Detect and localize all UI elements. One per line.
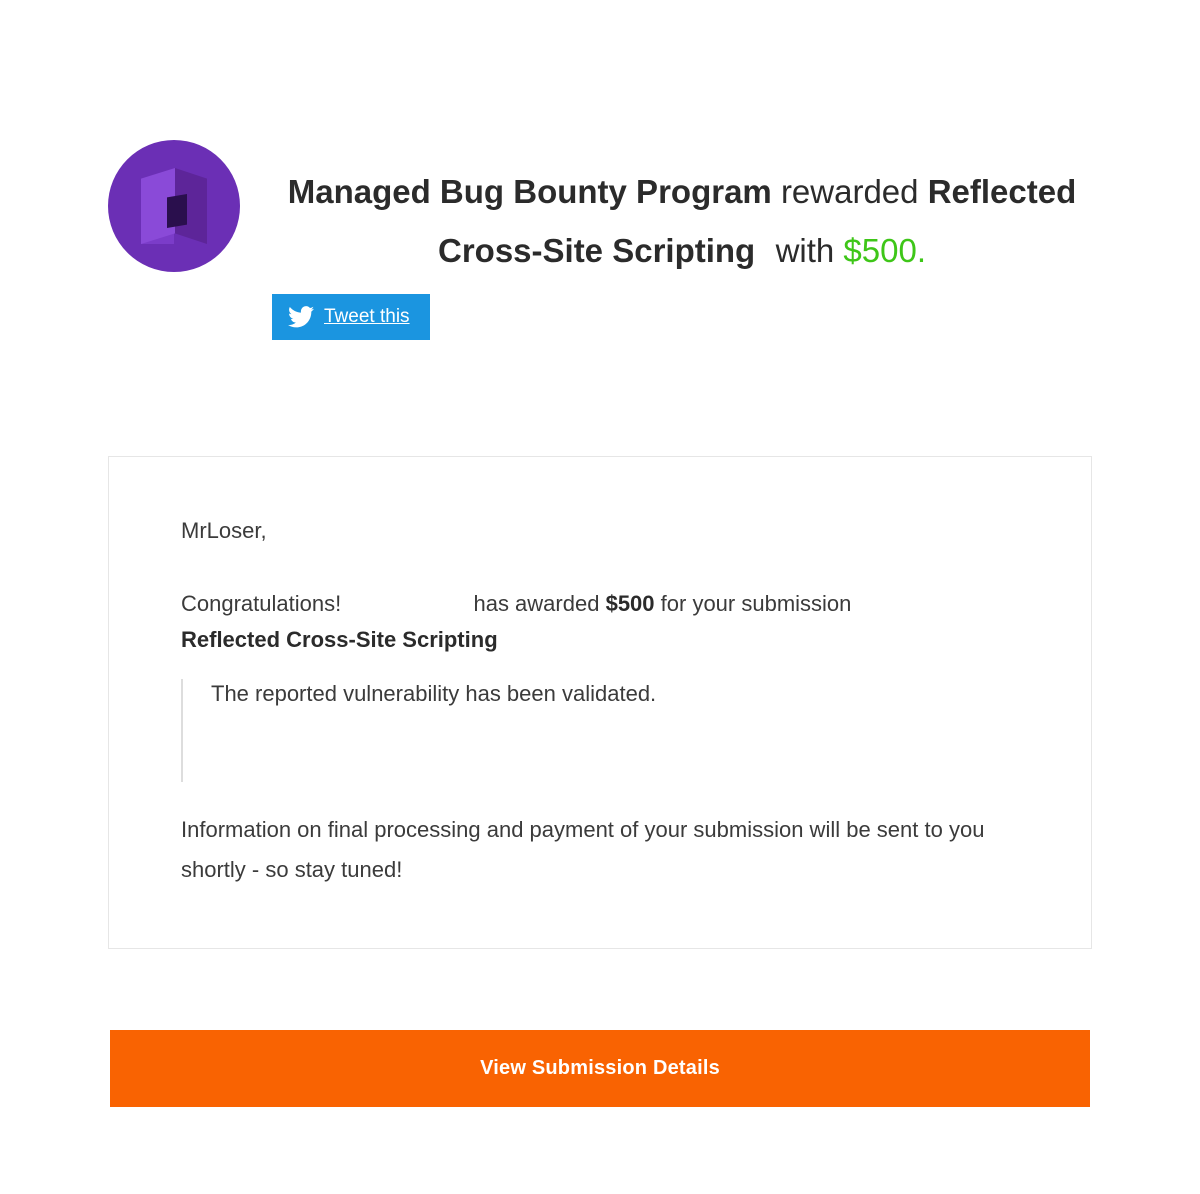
header bbox=[108, 140, 1092, 340]
tweet-this-label: Tweet this bbox=[324, 306, 410, 327]
headline-submission-title: Reflected Cross-Site Scripting bbox=[437, 173, 1077, 269]
tweet-row bbox=[272, 294, 1092, 340]
congratulations-line bbox=[181, 588, 1019, 620]
tweet-this-button[interactable] bbox=[272, 294, 430, 340]
headline-amount: $500. bbox=[843, 232, 927, 269]
message-card bbox=[108, 456, 1092, 949]
congrats-prefix: Congratulations! bbox=[181, 590, 342, 616]
submission-title: Reflected Cross-Site Scripting bbox=[181, 627, 498, 653]
header-text bbox=[272, 140, 1092, 340]
headline-with: with bbox=[775, 232, 835, 269]
page-title bbox=[272, 162, 1092, 280]
congrats-suffix: for your submission bbox=[660, 590, 852, 616]
validation-quote: The reported vulnerability has been validated. bbox=[181, 679, 1019, 782]
congrats-middle: has awarded bbox=[473, 590, 600, 616]
view-submission-details-button[interactable] bbox=[110, 1030, 1090, 1107]
closing-text: Information on final processing and payment of your submission will be sent to you shortly - so stay tuned! bbox=[181, 817, 985, 882]
award-amount: $500 bbox=[605, 590, 655, 616]
headline-program: Managed Bug Bounty Program bbox=[287, 173, 772, 210]
salutation: MrLoser, bbox=[181, 518, 267, 543]
headline-verb: rewarded bbox=[780, 173, 919, 210]
bug-bounty-logo-icon bbox=[108, 140, 240, 272]
view-submission-details-label: View Submission Details bbox=[480, 1057, 720, 1079]
twitter-bird-icon bbox=[288, 306, 314, 328]
